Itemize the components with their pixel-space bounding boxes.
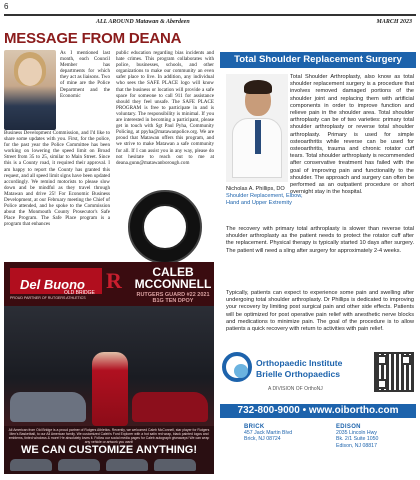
location-name: BRICK <box>244 424 265 430</box>
location-suite: Bk. 2/1 Suite 1050 <box>336 436 379 443</box>
doctor-photo <box>226 74 288 182</box>
qr-finder <box>401 355 411 365</box>
doctor-name: Nicholas A. Phillips, DO <box>226 186 285 192</box>
doctor-hair <box>244 80 272 94</box>
ad-promo-line: PROUD PARTNER OF RUTGERS ATHLETICS <box>10 296 86 300</box>
vehicle-thumb <box>10 459 52 471</box>
qr-code-icon[interactable] <box>374 352 414 392</box>
location-edison <box>336 424 378 449</box>
author-photo <box>4 50 56 130</box>
article-column-2: public education regarding bias incidents and hate crimes. This program collaborates with police, businesses, schools, and other organizations to make our community an even safer place to live. In addition, any individual who sees the SAFE PLACE logo will know that the business or location will provide a safe space for someone to call 911 for assistance should they feel unsafe. The SAFE PLACE PROGRAM is free to participate in and is voluntary. The responsibility is minimal. If you are interested in becoming a participant, please get in touch with Sgt Paul Pyha, Community Policing, at ppyha@matawanpolice.org. We are proud that Matawan offers this program, and we strive to make Matawan a safe community for all. If I can assist you in any way, please do not hesitate to reach out to me at deana.gunn@matawanborough.com <box>116 50 214 166</box>
ortho-paragraph-3: Typically, patients can expect to experience some pain and swelling after undergoing total shoulder arthroplasty. Dr Phillips is dedicated to improving your recovery by limiting post surgical pain and other side effects. Patients will be optimized for post operative pain relief with anesthetic nerve blocks and medications to minimize pain. The goal of the procedure is to allow patients a quick recovery with return to activities with pain relief. <box>226 290 414 333</box>
ortho-logo-line-2: Brielle Orthopaedics <box>256 369 341 379</box>
player-photo <box>92 352 128 426</box>
qr-finder <box>377 379 387 389</box>
doctor-role: Shoulder Replacement, Elbow, Hand and Upper Extremity <box>226 192 303 206</box>
player-name: CALEB MCCONNELL <box>134 265 212 291</box>
issue-date: MARCH 2023 <box>376 19 412 25</box>
contact-phone-web[interactable]: 732-800-9000 • www.oibortho.com <box>237 405 399 416</box>
ortho-logo-line-1: Orthopaedic Institute <box>256 358 343 368</box>
location-address: 457 Jack Martin Blvd <box>244 430 293 436</box>
vehicle-right <box>132 392 208 422</box>
location-address: 2035 Lincoln Hwy <box>336 430 377 436</box>
ortho-logo-icon <box>222 352 252 382</box>
borough-seal-center <box>142 204 188 250</box>
ortho-title: Total Shoulder Replacement Surgery <box>234 54 402 65</box>
location-city: Edison, NJ 08817 <box>336 442 377 449</box>
ortho-logo-icon-inner <box>234 364 248 378</box>
article-column-1-top: As I mentioned last month, each Council Member has departments for which they act as liaisons. Two of mine are the Police Department and the Economic <box>60 50 110 99</box>
vehicle-thumb <box>58 459 100 471</box>
article-column-1: Business Development Commission, and I'd like to share some updates with you. First, for the police, for the past year the Police Committee has been working on lowering the speed limit on Broad Street from 35 to 25, similar to Main Street. Since this is a County road, it required their approval. I am happy to report the County has granted this request, and all speed limit signs have been updated accordingly. We remind motorists to please slow down and be mindful as they travel through Matawan and drive 25! For Economic Business Development, at our February meeting the Chief of Police attended, and he spoke to the Commission about the Monmouth County Prosecutor's Safe Place Program. The Safe Place program is a program that enhances <box>4 130 110 228</box>
location-brick <box>244 424 292 443</box>
ad-body-text: All American from Old Bridge is a proud partner of Rutgers Athletics. Recently, we welcomed Caleb McConnell, star player for Rutgers Men's Basketball, to our All American family. We customized Caleb's Ford Explorer with a hot satin red wrap, black painted logos and emblems, tinted windows & more! He absolutely loves it. Follow our social media pages for Caleb autograph giveaways! We can wrap any vehicle or artwork you want! <box>8 428 210 445</box>
page-header <box>0 0 420 25</box>
dealer-logo-sub: OLD BRIDGE <box>64 290 95 296</box>
ortho-title-bar <box>220 52 416 68</box>
contact-bar[interactable] <box>220 404 416 418</box>
ad-call-to-action: WE CAN CUSTOMIZE ANYTHING! <box>21 444 197 456</box>
ortho-paragraph-2: The recovery with primary total arthroplasty is slower than reverse total shoulder arthroplasty as the patient needs to protect the rotator cuff after the replacement. Physical therapy is typically started 10 days after surgery. The patient will need a sling after surgery for approximately 2-4 weeks. <box>226 226 414 254</box>
ad-vehicle-row <box>10 458 208 472</box>
vehicle-thumb <box>154 459 196 471</box>
dealer-advertisement[interactable] <box>4 262 214 474</box>
page-number: 6 <box>4 2 9 11</box>
location-name: EDISON <box>336 424 361 430</box>
qr-finder <box>377 355 387 365</box>
ortho-logo-division: A DIVISION OF OrthoNJ <box>268 386 323 392</box>
ad-photo-area <box>4 306 214 426</box>
section-name: ALL AROUND Matawan & Aberdeen <box>96 19 190 25</box>
vehicle-left <box>10 392 86 422</box>
dealer-logo: Del Buono <box>20 277 85 292</box>
rutgers-r-mark: R <box>106 268 122 293</box>
location-city: Brick, NJ 08724 <box>244 436 281 443</box>
ortho-logo[interactable] <box>222 352 342 398</box>
header-rule <box>4 14 416 16</box>
doctor-tie <box>255 120 261 154</box>
vehicle-thumb <box>106 459 148 471</box>
article-title: MESSAGE FROM DEANA <box>4 30 181 47</box>
ad-header <box>4 262 214 306</box>
borough-seal <box>128 190 202 264</box>
player-credential: RUTGERS GUARD #22 2021 B1G TEN DPOY <box>136 292 210 304</box>
dealer-logo-box <box>10 268 102 294</box>
author-photo-face <box>18 58 42 86</box>
ortho-paragraph-1: Total Shoulder Arthroplasty, also know as total shoulder replacement surgery is a procedure that involves removed damaged portions of the shoulder joint and replacing them with artificial components in order to improve function and relieve pain in the shoulder area. Total shoulder arthroplasty can be of two varieties: primary total shoulder arthroplasty or reverse total shoulder arthroplasty. Primary is used for simple osteoarthritis while reverse can be used for osteoarthritis, trauma and chronic rotator cuff tears. Total shoulder arthroplasty is recommended after conservative treatment has failed with the goal of improving pain and functionality to the shoulder. The approach and surgery can often be performed as an outpatient procedure or short overnight stay in the hospital. <box>290 74 414 196</box>
